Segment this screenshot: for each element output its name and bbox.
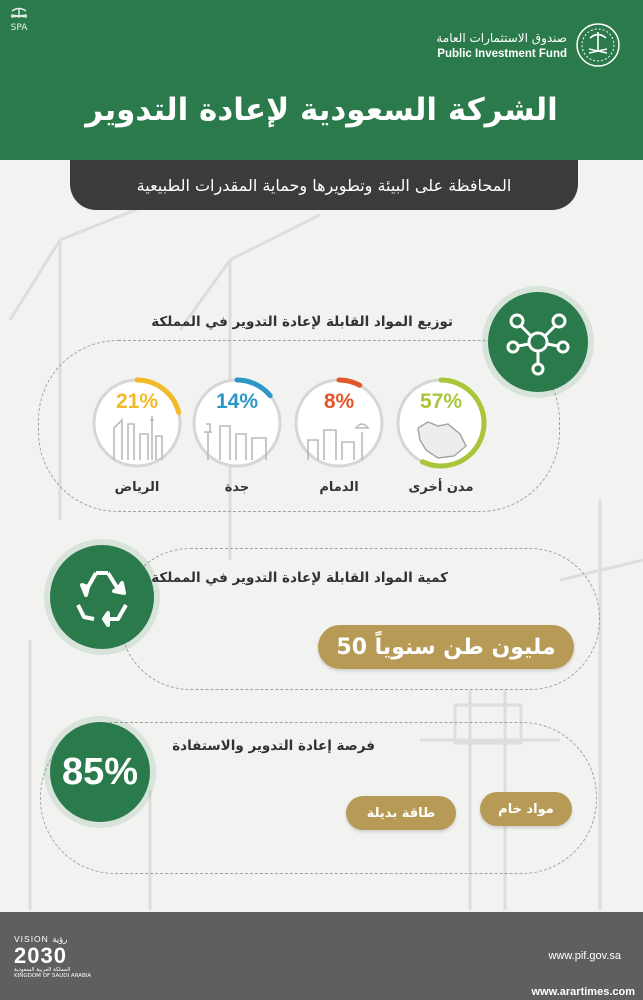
- subtitle-banner: [70, 160, 578, 210]
- stat-other-cities: [394, 376, 488, 470]
- quantity-value-pill: [318, 625, 574, 669]
- quantity-label: كمية المواد القابلة لإعادة التدوير في المملكة: [151, 570, 448, 586]
- header-banner: [0, 0, 643, 160]
- city-riyadh: الرياض: [114, 480, 160, 495]
- stat-jeddah-value: 14%: [215, 390, 259, 413]
- opportunity-percent-circle: [50, 722, 150, 822]
- network-nodes-icon: [503, 307, 573, 377]
- stat-dammam: [292, 376, 386, 470]
- stat-dammam-value: 8%: [323, 390, 355, 413]
- source-watermark: www.arartimes.com: [531, 986, 635, 998]
- city-dammam: الدمام: [319, 480, 359, 495]
- stat-jeddah: [190, 376, 284, 470]
- palm-swords-icon: [8, 6, 30, 20]
- page-title: الشركة السعودية لإعادة التدوير: [85, 92, 558, 128]
- stat-riyadh-value: 21%: [115, 390, 159, 413]
- subtitle-text: المحافظة على البيئة وتطويرها وحماية المقدرات الطبيعية: [136, 175, 512, 195]
- distribution-label: توزيع المواد القابلة لإعادة التدوير في المملكة: [151, 314, 453, 330]
- pif-emblem-icon: [575, 22, 621, 68]
- distribution-icon-circle: [488, 292, 588, 392]
- quantity-value: 50 مليون طن سنوياً: [336, 634, 556, 660]
- footer: [0, 912, 643, 1000]
- tag-raw-materials: مواد خام: [480, 792, 572, 826]
- stat-riyadh: [90, 376, 184, 470]
- pif-name-en: Public Investment Fund: [437, 47, 567, 60]
- pif-name-ar: صندوق الاستثمارات العامة: [436, 30, 567, 45]
- city-other: مدن أخرى: [408, 480, 474, 495]
- opportunity-label: فرصة إعادة التدوير والاستفادة: [172, 738, 375, 754]
- vision-2030-logo: VISION رؤية 2030 المملكة العربية السعودية KINGDOM OF SAUDI ARABIA: [14, 934, 92, 979]
- website-link[interactable]: www.pif.gov.sa: [548, 950, 621, 962]
- city-jeddah: جدة: [224, 480, 250, 495]
- stat-other-cities-value: 57%: [419, 390, 463, 413]
- opportunity-percent: 85%: [61, 750, 139, 793]
- spa-logo: SPA: [8, 6, 30, 33]
- quantity-icon-circle: [50, 545, 154, 649]
- tag-alternative-energy: طاقة بديلة: [346, 796, 456, 830]
- recycle-icon: [66, 561, 138, 633]
- pif-logo: [436, 22, 621, 68]
